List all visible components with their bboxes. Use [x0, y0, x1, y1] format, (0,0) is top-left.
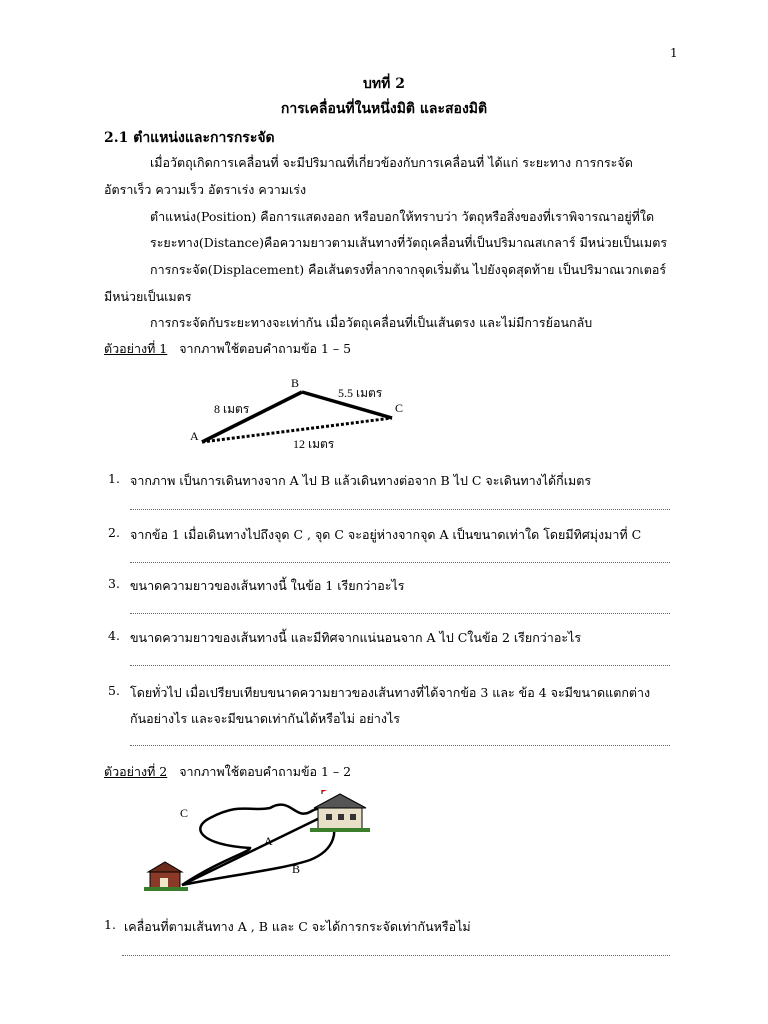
question-text: กันอย่างไร และจะมีขนาดเท่ากันได้หรือไม่ อย่างไร — [130, 711, 400, 726]
path-c-label: C — [180, 806, 189, 820]
chapter-title: บทที่ 2 — [363, 76, 405, 92]
section-heading: 2.1 ตำแหน่งและการกระจัด — [104, 130, 275, 146]
label-ac: 12 เมตร — [293, 437, 335, 451]
answer-line[interactable] — [130, 562, 670, 563]
example2-heading — [104, 762, 351, 782]
paragraph-equal: การกระจัดกับระยะทางจะเท่ากัน เมื่อวัตถุเคลื่อนที่เป็นเส้นตรง และไม่มีการย้อนกลับ — [150, 315, 593, 330]
paragraph-displacement: การกระจัด(Displacement) คือเส้นตรงที่ลากจากจุดเริ่มต้น ไปยังจุดสุดท้าย เป็นปริมาณเวกเตอร์ — [150, 262, 667, 277]
question-text: โดยทั่วไป เมื่อเปรียบเทียบขนาดความยาวของเส้นทางที่ได้จากข้อ 3 และ ข้อ 4 จะมีขนาดแตกต่าง — [130, 685, 651, 700]
example2-label: ตัวอย่างที่ 2 — [104, 764, 168, 779]
house-icon — [310, 790, 370, 832]
path-a — [182, 814, 328, 885]
question-number: 5. — [108, 683, 120, 698]
question-text: เคลื่อนที่ตามเส้นทาง A , B และ C จะได้การกระจัดเท่ากันหรือไม่ — [124, 919, 471, 934]
label-bc: 5.5 เมตร — [338, 386, 383, 400]
page-number: 1 — [670, 46, 678, 60]
example1-label: ตัวอย่างที่ 1 — [104, 341, 168, 356]
question-number: 4. — [108, 628, 120, 643]
example1-heading — [104, 339, 351, 359]
paragraph-line: เมื่อวัตถุเกิดการเคลื่อนที่ จะมีปริมาณที่เกี่ยวข้องกับการเคลื่อนที่ ได้แก่ ระยะทาง การกระจัด — [150, 155, 633, 170]
answer-line[interactable] — [130, 745, 670, 746]
point-c-label: C — [395, 401, 404, 415]
answer-line[interactable] — [130, 509, 670, 510]
question-text: จากข้อ 1 เมื่อเดินทางไปถึงจุด C , จุด C จะอยู่ห่างจากจุด A เป็นขนาดเท่าใด โดยมีทิศมุ่งมาที่ C — [130, 527, 642, 542]
example1-instruction: จากภาพใช้ตอบคำถามข้อ 1 – 5 — [179, 341, 352, 356]
paragraph-line: มีหน่วยเป็นเมตร — [104, 289, 192, 304]
answer-line[interactable] — [130, 613, 670, 614]
question-text: ขนาดความยาวของเส้นทางนี้ ในข้อ 1 เรียกว่าอะไร — [130, 578, 405, 593]
triangle-abc-diagram — [180, 370, 440, 460]
question-number: 1. — [108, 471, 120, 486]
barn-icon — [144, 862, 188, 891]
chapter-subtitle: การเคลื่อนที่ในหนึ่งมิติ และสองมิติ — [280, 101, 488, 117]
point-a-label: A — [190, 429, 199, 443]
three-paths-diagram — [140, 790, 380, 900]
question-number: 1. — [104, 917, 116, 932]
answer-line[interactable] — [130, 665, 670, 666]
paragraph-position: ตำแหน่ง(Position) คือการแสดงออก หรือบอกให้ทราบว่า วัตถุหรือสิ่งของที่เราพิจารณาอยู่ที่ใด — [150, 209, 655, 224]
question-number: 3. — [108, 576, 120, 591]
question-number: 2. — [108, 525, 120, 540]
question-text: ขนาดความยาวของเส้นทางนี้ และมีทิศจากแน่นอนจาก A ไป Cในข้อ 2 เรียกว่าอะไร — [130, 630, 582, 645]
path-b-label: B — [292, 862, 301, 876]
question-text: จากภาพ เป็นการเดินทางจาก A ไป B แล้วเดินทางต่อจาก B ไป C จะเดินทางได้กี่เมตร — [130, 473, 592, 488]
paragraph-line: อัตราเร็ว ความเร็ว อัตราเร่ง ความเร่ง — [104, 182, 307, 197]
label-ab: 8 เมตร — [214, 402, 250, 416]
paragraph-distance: ระยะทาง(Distance)คือความยาวตามเส้นทางที่วัตถุเคลื่อนที่เป็นปริมาณสเกลาร์ มีหน่วยเป็นเมตร — [150, 235, 668, 250]
example2-instruction: จากภาพใช้ตอบคำถามข้อ 1 – 2 — [179, 764, 352, 779]
path-a-label: A — [264, 834, 273, 848]
answer-line[interactable] — [122, 955, 670, 956]
point-b-label: B — [291, 376, 300, 390]
